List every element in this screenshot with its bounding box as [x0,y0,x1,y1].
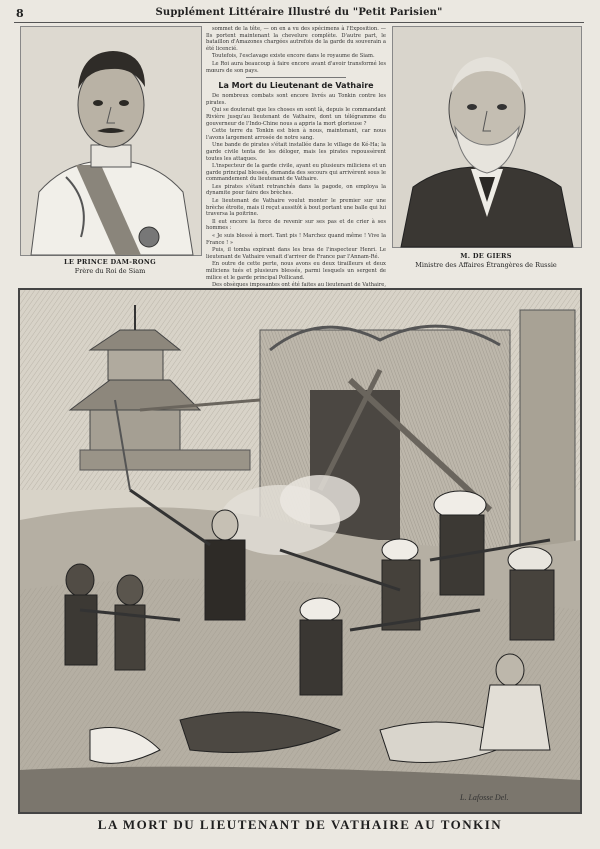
article-paragraph: En outre de cette perte, nous avons eu deux tirailleurs et deux miliciens tués et plusieurs blessés, parmi lesquels un sergent de milice et le garde principal Pollicand. [206,261,386,281]
article-intro-paragraph: Toutefois, l'esclavage existe encore dans le royaume de Siam. [212,53,375,60]
article-paragraph: Les pirates s'étant retranchés dans la pagode, on employa la dynamite pour faire des brèches. [206,183,386,197]
article-headline: La Mort du Lieutenant de Vathaire [218,81,374,91]
article-paragraph: Des obsèques imposantes ont été faites au lieutenant de Vathaire, [212,282,386,289]
portrait-prince-dam-rong [20,26,202,256]
article-intro-paragraph: Le Roi aura beaucoup à faire encore avant d'avoir transformé les mœurs de son pays. [206,60,386,74]
article-paragraph: Le lieutenant de Vathaire voulut monter le premier sur une brèche étroite, mais il reçut aussitôt à bout portant une balle qui lui traversa la poitrine. [206,198,386,218]
article-paragraph: « Je suis blessé à mort. Tant pis ! Marchez quand même ! Vive la France ! » [206,233,386,246]
battle-illustration [18,288,582,814]
article-paragraph: Qui se douterait que les choses en sont là, depuis le commandant Rivière jusqu'au lieutenant de Vathaire, dont un télégramme du gouverneur de l'Indo-Chine nous a appris la mort glorieuse ? [206,107,386,127]
article-paragraph: Il eut encore la force de revenir sur ses pas et de crier à ses hommes : [206,218,386,232]
portrait-m-de-giers [392,26,582,248]
article-divider [246,77,346,78]
right-portrait-caption [392,252,580,270]
article-paragraph: Cette terre du Tonkin est bien à nous, maintenant, car nous l'avons largement arrosée de notre sang. [206,128,386,141]
article-paragraph: De nombreux combats sont encore livrés au Tonkin contre les pirates. [206,93,386,106]
article-paragraph: Puis, il tomba expirant dans les bras de l'inspecteur Henri. Le lieutenant de Vathaire venait d'arriver de France par l'Annam-Ré. [206,247,386,260]
article-column [206,26,386,289]
running-title: Supplément Littéraire Illustré du "Petit Parisien" [155,7,443,18]
right-portrait-subtitle: Ministre des Affaires Étrangères de Russie [415,261,557,269]
left-portrait-name: LE PRINCE DAM-RONG [64,258,156,266]
article-paragraph: Une bande de pirates s'était installée dans le village de Ké-Ha; la garde civile tenta de les déloger, mais les pirates repoussèrent toutes les attaques. [206,142,386,162]
page-number: 8 [16,7,24,20]
page-header [14,6,584,23]
article-paragraph: L'inspecteur de la garde civile, ayant eu plusieurs miliciens et un garde principal blessés, demanda des secours qui arrivèrent sous le commandement du lieutenant de Vathaire. [206,163,386,183]
left-portrait-caption [20,258,200,276]
artist-signature: L. Lafosse Del. [460,793,509,802]
right-portrait-name: M. DE GIERS [460,252,512,260]
article-intro-paragraph: sommet de la tête, — on en a vu des spécimens à l'Exposition. — Ils portent maintenant la chevelure complète. D'autre part, le bataillon d'Amazones chargées autrefois de la garde du souverain a été licencié. [206,26,386,52]
illustration-caption: LA MORT DU LIEUTENANT DE VATHAIRE AU TONKIN [97,817,503,832]
left-portrait-subtitle: Frère du Roi de Siam [74,267,146,275]
